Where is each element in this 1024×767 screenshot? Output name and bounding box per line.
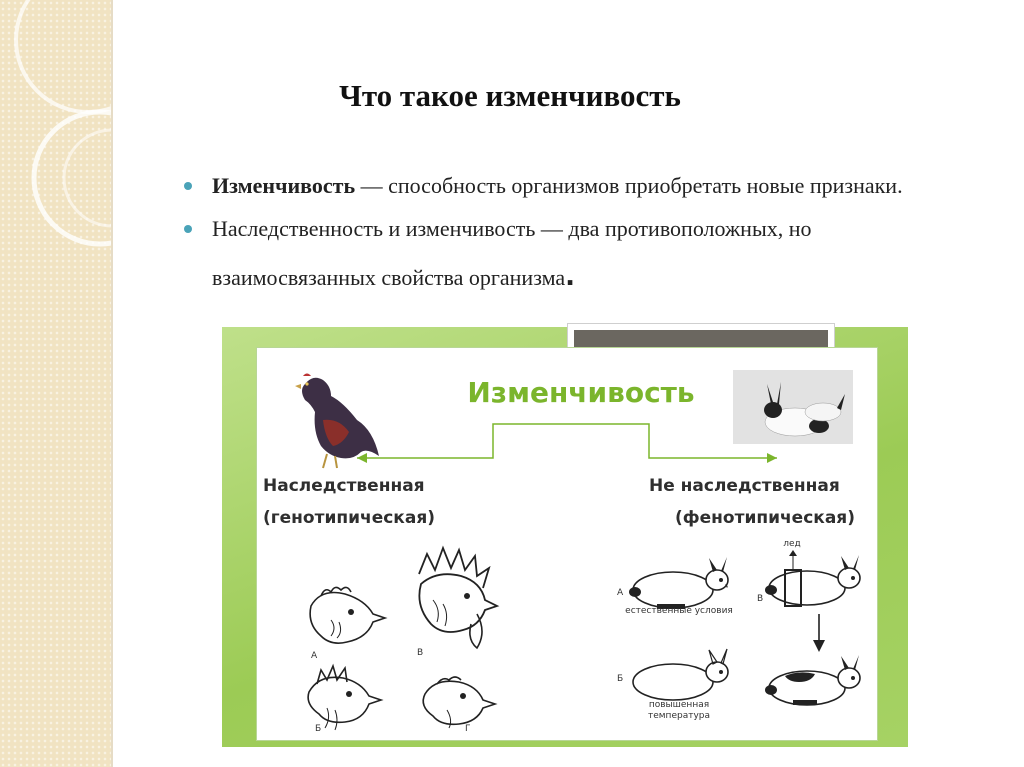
- decorative-side-strip: [0, 0, 112, 767]
- rooster-head-c: [291, 658, 391, 738]
- variability-figure: [222, 327, 908, 747]
- rabbit-letter-a: А: [617, 588, 624, 598]
- hereditary-label: Наследственная: [263, 476, 425, 496]
- rabbit-photo-drawing: [733, 370, 853, 444]
- rabbit-letter-b: В: [757, 594, 764, 604]
- rooster-letter-a: А: [311, 651, 318, 661]
- bullet-item-variability: [178, 170, 998, 201]
- caption-heat: [609, 700, 749, 722]
- bullet-term: Изменчивость: [212, 173, 356, 198]
- side-divider: [111, 0, 113, 767]
- rabbit-black-spots: [755, 648, 875, 712]
- caption-heat-line-1: повышенная: [648, 700, 710, 710]
- bullet-end-mark: .: [565, 262, 576, 292]
- rooster-letter-c: Б: [315, 724, 322, 734]
- nonhereditary-sublabel: (фенотипическая): [675, 508, 855, 528]
- rooster-letter-b: В: [417, 648, 424, 658]
- decorative-rings: [0, 0, 112, 767]
- bullet-line-2-text: взаимосвязанных свойства организма: [212, 265, 566, 290]
- rabbit-photo: [733, 370, 853, 444]
- hereditary-sublabel: (генотипическая): [263, 508, 436, 528]
- figure-panel: [256, 347, 878, 741]
- bullet-line-1: Наследственность и изменчивость — два противоположных, но: [212, 216, 812, 241]
- rabbit-letter-c: Б: [617, 674, 624, 684]
- rooster-photo: [283, 360, 383, 470]
- bullet-list: [178, 170, 998, 293]
- rabbit-ice: [755, 548, 875, 612]
- caption-natural-conditions: естественные условия: [625, 606, 733, 616]
- rooster-head-b: [397, 544, 507, 654]
- bullet-item-heredity: [178, 213, 998, 293]
- slide-title: Что такое изменчивость: [339, 78, 681, 113]
- rooster-letter-d: Г: [465, 724, 471, 734]
- bullet-definition: — способность организмов приобретать новые признаки.: [355, 173, 903, 198]
- bullet-line-2: [212, 262, 998, 293]
- rabbit-heat: [617, 648, 747, 704]
- nonhereditary-label: Не наследственная: [649, 476, 840, 496]
- rooster-head-d: [407, 666, 507, 736]
- caption-heat-line-2: температура: [647, 711, 710, 721]
- rooster-head-a: [291, 576, 391, 656]
- figure-heading: Изменчивость: [467, 376, 695, 409]
- caption-ice: лед: [783, 539, 801, 549]
- rabbit-natural: [617, 556, 747, 612]
